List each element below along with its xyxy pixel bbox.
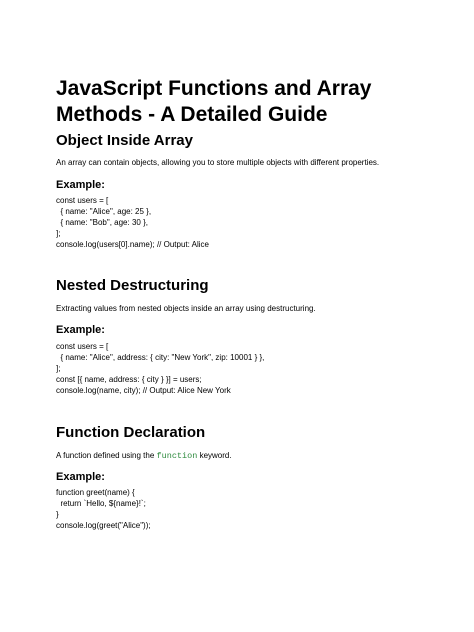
section-description: An array can contain objects, allowing you to store multiple objects with different properties. — [56, 158, 380, 167]
example-label: Example: — [56, 471, 105, 483]
section-description: Extracting values from nested objects inside an array using destructuring. — [56, 304, 316, 313]
inline-code-keyword: function — [156, 451, 198, 461]
code-line: console.log(name, city); // Output: Alice New York — [56, 386, 231, 395]
code-line: const users = [ — [56, 342, 109, 351]
code-block — [56, 341, 264, 396]
code-line: ]; — [56, 229, 61, 238]
example-label: Example: — [56, 179, 105, 191]
section-heading-object-inside-array: Object Inside Array — [56, 132, 193, 149]
code-line: function greet(name) { — [56, 488, 135, 497]
example-label: Example: — [56, 324, 105, 336]
code-line: ]; — [56, 364, 61, 373]
code-line: const [{ name, address: { city } }] = users; — [56, 375, 202, 384]
code-line: { name: "Alice", address: { city: "New York", zip: 10001 } }, — [56, 353, 265, 362]
section-description — [56, 450, 232, 462]
section-heading-nested-destructuring: Nested Destructuring — [56, 277, 209, 294]
code-line: } — [56, 510, 59, 519]
code-line: const users = [ — [56, 196, 109, 205]
page-title: JavaScript Functions and Array Methods - A Detailed Guide — [56, 77, 372, 126]
code-block — [56, 195, 209, 250]
section-heading-function-declaration: Function Declaration — [56, 424, 206, 441]
code-line: console.log(greet("Alice")); — [56, 521, 151, 530]
description-text: A function defined using the — [56, 451, 157, 460]
code-line: { name: "Alice", age: 25 }, — [56, 207, 152, 216]
code-line: { name: "Bob", age: 30 }, — [56, 218, 148, 227]
code-line: return `Hello, ${name}!`; — [56, 499, 146, 508]
description-text: keyword. — [197, 451, 232, 460]
code-line: console.log(users[0].name); // Output: Alice — [56, 240, 209, 249]
code-block — [56, 487, 151, 531]
